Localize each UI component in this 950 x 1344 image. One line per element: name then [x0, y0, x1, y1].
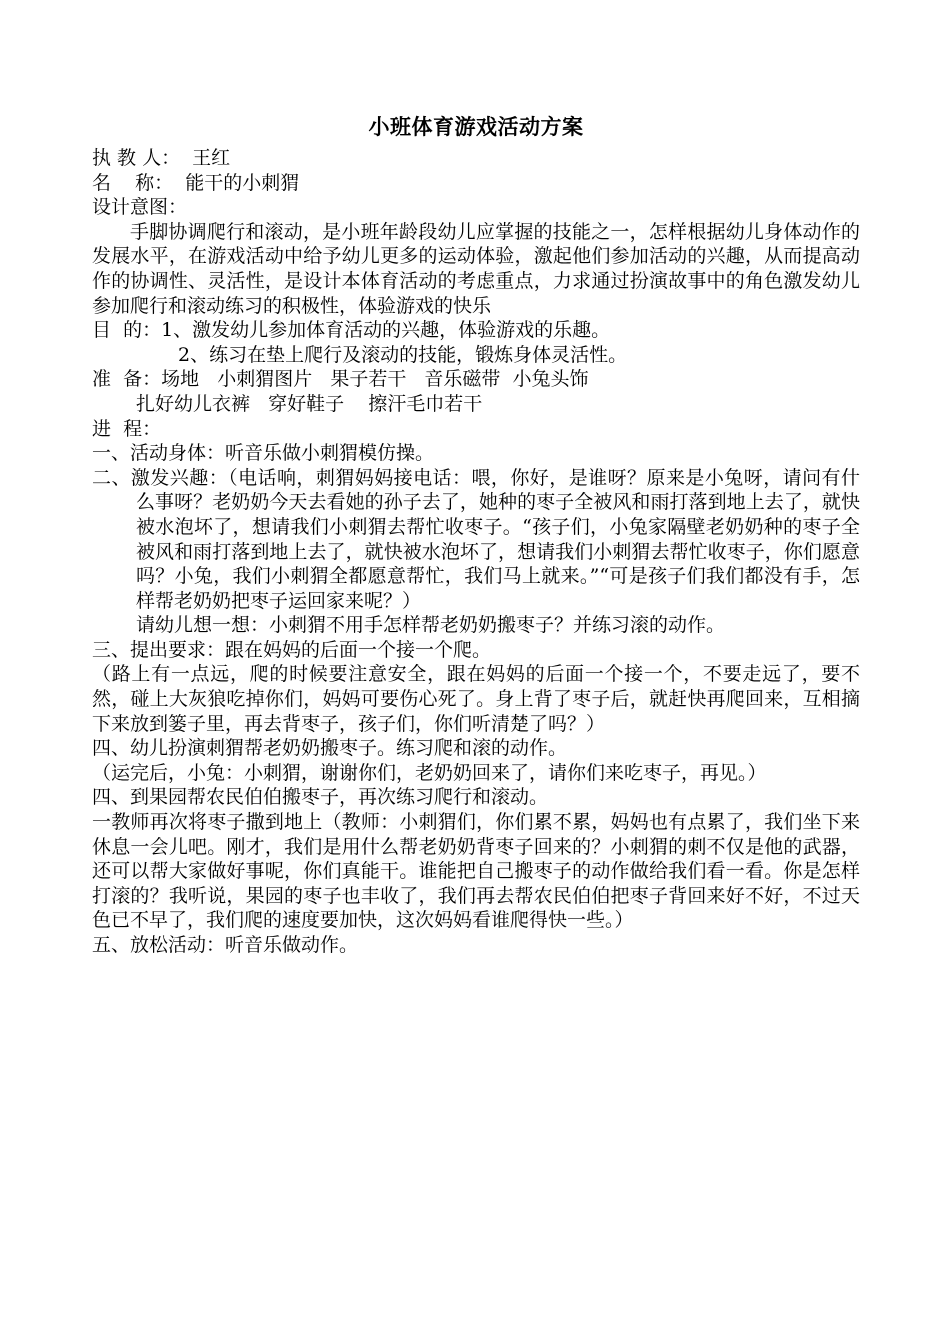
- preparation-line-1: 准 备：场地 小刺猬图片 果子若干 音乐磁带 小兔头饰: [92, 368, 589, 391]
- document-title: 小班体育游戏活动方案: [368, 115, 584, 139]
- document-page: [92, 112, 860, 958]
- teacher-line: 执 教 人： 王红: [92, 147, 231, 169]
- step-2-think: 请幼儿想一想：小刺猬不用手怎样帮老奶奶搬枣子？并练习滚的动作。: [136, 614, 726, 637]
- step-4a-note: （运完后，小兔：小刺猬，谢谢你们，老奶奶回来了，请你们来吃枣子，再见。）: [92, 761, 767, 784]
- step-2: 二、激发兴趣：（电话响，刺猬妈妈接电话：喂，你好，是谁呀？原来是小兔呀，请问有什么事呀？老奶奶今天去看她的孙子去了，她种的枣子全被风和雨打落到地上去了，就快被水泡坏了，想请我们小刺猬去帮忙收枣子。“孩子们，小兔家隔壁老奶奶种的枣子全被风和雨打落到地上去了，就快被水泡坏了，想请我们小刺猬去帮忙收枣子，你们愿意吗？小兔，我们小刺猬全都愿意帮忙，我们马上就来。”“可是孩子们我们都没有手，怎样帮老奶奶把枣子运回家来呢？）: [92, 466, 860, 612]
- step-4a: 四、幼儿扮演刺猬帮老奶奶搬枣子。练习爬和滚的动作。: [92, 737, 568, 760]
- step-1: 一、活动身体：听音乐做小刺猬模仿操。: [92, 442, 435, 465]
- design-intent-label: 设计意图：: [92, 196, 188, 219]
- activity-name-line: 名 称： 能干的小刺猬: [92, 171, 300, 194]
- goal-line-1: 目 的：1、激发幼儿参加体育活动的兴趣，体验游戏的乐趣。: [92, 319, 611, 342]
- step-4b: 四、到果园帮农民伯伯搬枣子，再次练习爬行和滚动。: [92, 786, 549, 809]
- goal-line-2: 2、练习在垫上爬行及滚动的技能，锻炼身体灵活性。: [178, 343, 628, 366]
- preparation-line-2: 扎好幼儿衣裤 穿好鞋子 擦汗毛巾若干: [136, 392, 483, 415]
- process-label: 进 程：: [92, 417, 162, 440]
- step-4b-note: 一教师再次将枣子撒到地上（教师：小刺猬们，你们累不累，妈妈也有点累了，我们坐下来休息一会儿吧。刚才，我们是用什么帮老奶奶背枣子回来的？小刺猬的刺不仅是他的武器，还可以帮大家做好事呢，你们真能干。谁能把自己搬枣子的动作做给我们看一看。你是怎样打滚的？我听说，果园的枣子也丰收了，我们再去帮农民伯伯把枣子背回来好不好，不过天色已不早了，我们爬的速度要加快，这次妈妈看谁爬得快一些。）: [92, 811, 860, 932]
- step-3: 三、提出要求：跟在妈妈的后面一个接一个爬。: [92, 638, 492, 661]
- design-intent-text: 手脚协调爬行和滚动，是小班年龄段幼儿应掌握的技能之一，怎样根据幼儿身体动作的发展水平，在游戏活动中给予幼儿更多的运动体验，激起他们参加活动的兴趣，从而提高动作的协调性、灵活性，是设计本体育活动的考虑重点，力求通过扮演故事中的角色激发幼儿参加爬行和滚动练习的积极性，体验游戏的快乐: [92, 220, 860, 317]
- step-5: 五、放松活动：听音乐做动作。: [92, 934, 359, 956]
- step-3-note: （路上有一点远，爬的时候要注意安全，跟在妈妈的后面一个接一个，不要走远了，要不然，碰上大灰狼吃掉你们，妈妈可要伤心死了。身上背了枣子后，就赶快再爬回来，互相摘下来放到篓子里，再去背枣子，孩子们，你们听清楚了吗？）: [92, 663, 860, 735]
